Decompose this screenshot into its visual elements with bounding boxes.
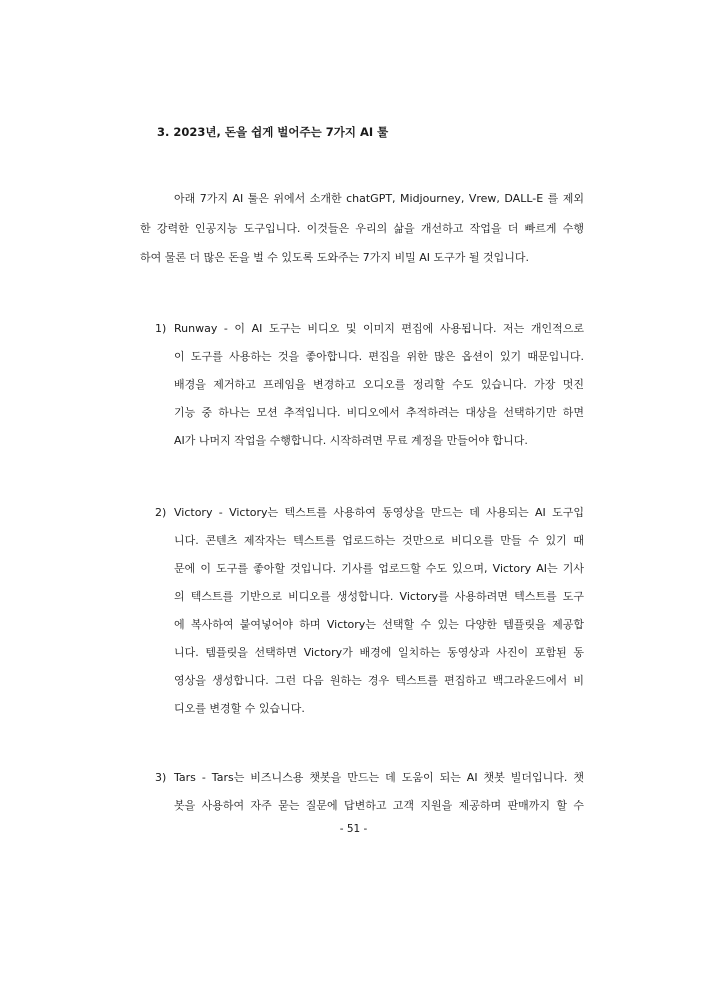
item-3-number: 3) bbox=[155, 771, 167, 784]
item-2-line-6: 니다. 템플릿을 선택하면 Victory가 배경에 일치하는 동영상과 사진이 포함된 동 bbox=[174, 646, 584, 659]
item-2-line-7: 영상을 생성합니다. 그런 다음 원하는 경우 텍스트를 편집하고 백그라운드에서 비 bbox=[174, 674, 584, 687]
item-1-line-2: 이 도구를 사용하는 것을 좋아합니다. 편집을 위한 많은 옵션이 있기 때문입니다. bbox=[174, 350, 584, 363]
intro-line-2: 한 강력한 인공지능 도구입니다. 이것들은 우리의 삶을 개선하고 작업을 더 빠르게 수행 bbox=[140, 222, 584, 235]
item-2-line-3: 문에 이 도구를 좋아할 것입니다. 기사를 업로드할 수도 있으며, Victory AI는 기사 bbox=[174, 562, 584, 575]
item-1-line-1: Runway - 이 AI 도구는 비디오 및 이미지 편집에 사용됩니다. 저는 개인적으로 bbox=[174, 322, 584, 335]
intro-line-1: 아래 7가지 AI 툴은 위에서 소개한 chatGPT, Midjourney, Vrew, DALL-E 를 제외 bbox=[174, 192, 584, 205]
item-3-line-2: 봇을 사용하여 자주 묻는 질문에 답변하고 고객 지원을 제공하며 판매까지 할 수 bbox=[174, 799, 584, 812]
section-heading: 3. 2023년, 돈을 쉽게 벌어주는 7가지 AI 툴 bbox=[157, 125, 389, 139]
item-1-line-3: 배경을 제거하고 프레임을 변경하고 오디오를 정리할 수도 있습니다. 가장 멋진 bbox=[174, 378, 584, 391]
item-1-line-4: 기능 중 하나는 모션 추적입니다. 비디오에서 추적하려는 대상을 선택하기만 하면 bbox=[174, 406, 584, 419]
page-number: - 51 - bbox=[339, 823, 368, 835]
item-1-line-5: AI가 나머지 작업을 수행합니다. 시작하려면 무료 계정을 만들어야 합니다. bbox=[174, 434, 528, 447]
item-1-number: 1) bbox=[155, 322, 167, 335]
item-3-line-1: Tars - Tars는 비즈니스용 챗봇을 만드는 데 도움이 되는 AI 챗봇 빌더입니다. 챗 bbox=[174, 771, 584, 784]
item-2-line-5: 에 복사하여 붙여넣어야 하며 Victory는 선택할 수 있는 다양한 템플릿을 제공합 bbox=[174, 618, 584, 631]
intro-line-3: 하여 물론 더 많은 돈을 벌 수 있도록 도와주는 7가지 비밀 AI 도구가 될 것입니다. bbox=[140, 251, 529, 264]
item-2-line-2: 니다. 콘텐츠 제작자는 텍스트를 업로드하는 것만으로 비디오를 만들 수 있기 때 bbox=[174, 534, 584, 547]
item-2-line-4: 의 텍스트를 기반으로 비디오를 생성합니다. Victory를 사용하려면 텍스트를 도구 bbox=[174, 590, 584, 603]
item-2-number: 2) bbox=[155, 506, 167, 519]
item-2-line-1: Victory - Victory는 텍스트를 사용하여 동영상을 만드는 데 사용되는 AI 도구입 bbox=[174, 506, 584, 519]
item-2-line-8: 디오를 변경할 수 있습니다. bbox=[174, 702, 305, 715]
